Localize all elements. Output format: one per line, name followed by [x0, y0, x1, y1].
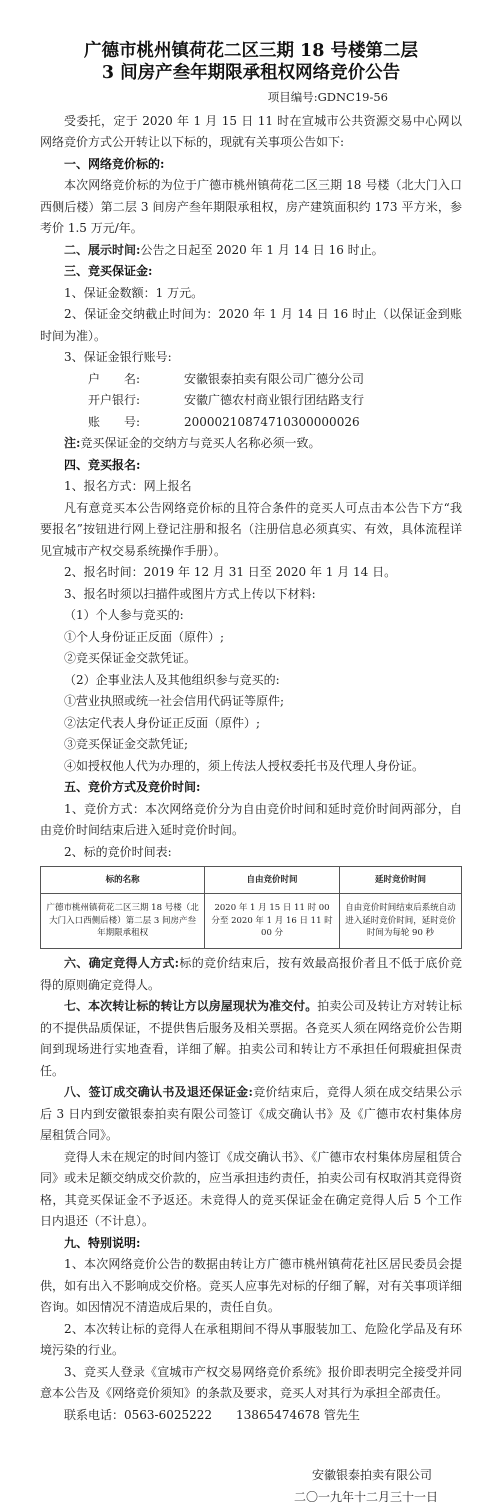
title-line-1: 广德市桃州镇荷花二区三期 18 号楼第二层 [84, 41, 418, 61]
section-8-heading: 八、签订成交确认书及退还保证金: [64, 1085, 253, 1099]
special-note-2: 2、本次转让标的竞得人在承租期间不得从事服装加工、危险化学品及有环境污染的行业。 [40, 1319, 462, 1362]
section-6-heading: 六、确定竞得人方式: [64, 956, 179, 970]
bank-branch-label: 开户银行: [88, 390, 184, 412]
bank-branch: 安徽广德农村商业银行团结路支行 [184, 393, 364, 407]
section-8-penalty: 竞得人未在规定的时间内签订《成交确认书》、《广德市农村集体房屋租赁合同》或未足额交纳成交价款的，应当承担违约责任，拍卖公司有权取消其竞得资格，其竞买保证金不予返还。未竞得人的竞买保证金在确定竞得人后 5 个工作日内退还（不计息）。 [40, 1147, 462, 1233]
section-3-heading: 三、竞买保证金: [40, 261, 462, 283]
registration-method: 1、报名方式：网上报名 [40, 476, 462, 498]
section-9-heading: 九、特别说明: [40, 1233, 462, 1255]
bidding-schedule-table [40, 866, 462, 949]
project-number: 项目编号:GDNC19-56 [40, 87, 462, 109]
section-4-heading: 四、竞买报名: [40, 455, 462, 477]
section-5-heading: 五、竞价方式及竞价时间: [40, 777, 462, 799]
section-7-heading: 七、本次转让标的转让方以房屋现状为准交付。 [64, 999, 317, 1013]
bank-account-name: 安徽银泰拍卖有限公司广德分公司 [184, 372, 364, 386]
table-header-cell: 自由竞价时间 [205, 867, 340, 894]
section-1-body: 本次网络竞价标的为位于广德市桃州镇荷花二区三期 18 号楼（北大门入口西侧后楼）第二层 3 间房产叁年期限承租权，房产建筑面积约 173 平方米，参考价 1.5 万元/年。 [40, 175, 462, 240]
contact-phone: 联系电话：0563-6025222 13865474678 管先生 [40, 1405, 462, 1427]
materials-individual-item: ①个人身份证正反面（原件）; [40, 627, 462, 649]
document-title [40, 40, 462, 84]
section-8-text: 竞价结束后，竞得人须在成交结果公示后 3 日内到安徽银泰拍卖有限公司签订《成交确认书》及《广德市农村集体房屋租赁合同》。 [40, 1085, 462, 1142]
bank-account-name-row [40, 369, 462, 391]
table-row [41, 894, 462, 949]
deposit-deadline: 2、保证金交纳截止时间为：2020 年 1 月 14 日 16 时止（以保证金到账时间为准）。 [40, 304, 462, 347]
special-note-3: 3、竞买人登录《宣城市产权交易网络竞价系统》报价即表明完全接受并同意本公告及《网络竞价须知》的条款及要求，竞买人对其行为承担全部责任。 [40, 1362, 462, 1405]
materials-individual-heading: （1）个人参与竞买的: [40, 605, 462, 627]
section-8 [40, 1082, 462, 1147]
deposit-note [40, 433, 462, 455]
registration-materials: 3、报名时须以扫描件或图片方式上传以下材料: [40, 584, 462, 606]
bidding-schedule-heading: 2、标的竞价时间表: [40, 842, 462, 864]
bank-account-number-row [40, 412, 462, 434]
section-7 [40, 996, 462, 1082]
deposit-amount: 1、保证金数额：1 万元。 [40, 283, 462, 305]
deposit-note-label: 注: [64, 436, 80, 450]
deposit-bank-heading: 3、保证金银行账号: [40, 347, 462, 369]
bank-account-number: 20000210874710300000026 [184, 415, 360, 429]
section-7-text: 拍卖公司及转让方对转让标的不提供品质保证，不提供售后服务及相关票据。各竞买人须在网络竞价公告期间到现场进行实地查看，详细了解。拍卖公司和转让方不承担任何瑕疵担保责任。 [40, 999, 462, 1078]
materials-organization-item: ②法定代表人身份证正反面（原件）; [40, 713, 462, 735]
deposit-note-text: 竞买保证金的交纳方与竞买人名称必须一致。 [80, 436, 320, 450]
section-6-text: 标的竞价结束后，按有效最高报价者且不低于底价竞得的原则确定竞得人。 [40, 956, 462, 992]
intro-paragraph: 受委托，定于 2020 年 1 月 15 日 11 时在宣城市公共资源交易中心网以网络竞价方式公开转让以下标的，现就有关事项公告如下: [40, 111, 462, 154]
title-line-2: 3 间房产叁年期限承租权网络竞价公告 [102, 63, 400, 83]
signature-date: 二〇一九年十二月三十一日 [40, 1487, 462, 1508]
table-cell: 广德市桃州镇荷花二区三期 18 号楼（北大门入口西侧后楼）第二层 3 间房产叁年期限承租权 [41, 894, 205, 949]
bidding-method: 1、竞价方式：本次网络竞价分为自由竞价时间和延时竞价时间两部分，自由竞价时间结束后进入延时竞价时间。 [40, 799, 462, 842]
table-cell: 自由竞价时间结束后系统自动进入延时竞价时间，延时竞价时间为每轮 90 秒 [339, 894, 461, 949]
bank-account-number-label: 账 号: [88, 412, 184, 434]
section-2-text: 公告之日起至 2020 年 1 月 14 日 16 时止。 [140, 243, 383, 257]
registration-period: 2、报名时间：2019 年 12 月 31 日至 2020 年 1 月 14 日。 [40, 562, 462, 584]
table-header-cell: 标的名称 [41, 867, 205, 894]
section-2-heading: 二、展示时间: [64, 243, 140, 257]
bank-branch-row [40, 390, 462, 412]
materials-organization-item: ④如授权他人代为办理的，须上传法人授权委托书及代理人身份证。 [40, 756, 462, 778]
section-2 [40, 240, 462, 262]
materials-individual-item: ②竞买保证金交款凭证。 [40, 648, 462, 670]
table-cell: 2020 年 1 月 15 日 11 时 00 分至 2020 年 1 月 16 日 11 时 00 分 [205, 894, 340, 949]
signature-company: 安徽银泰拍卖有限公司 [40, 1465, 462, 1487]
table-header-row [41, 867, 462, 894]
materials-organization-item: ①营业执照或统一社会信用代码证等原件; [40, 691, 462, 713]
registration-method-body: 凡有意竞买本公告网络竞价标的且符合条件的竞买人可点击本公告下方“我要报名”按钮进行网上登记注册和报名（注册信息必须真实、有效，具体流程详见宣城市产权交易系统操作手册）。 [40, 498, 462, 563]
materials-organization-item: ③竞买保证金交款凭证; [40, 734, 462, 756]
bank-account-name-label: 户 名: [88, 369, 184, 391]
special-note-1: 1、本次网络竞价公告的数据由转让方广德市桃州镇荷花社区居民委员会提供，如有出入不影响成交价格。竞买人应事先对标的仔细了解，对有关事项详细咨询。如因情况不清造成后果的，责任自负。 [40, 1254, 462, 1319]
section-1-heading: 一、网络竞价标的: [40, 154, 462, 176]
materials-organization-heading: （2）企事业法人及其他组织参与竞买的: [40, 670, 462, 692]
table-header-cell: 延时竞价时间 [339, 867, 461, 894]
section-6 [40, 953, 462, 996]
